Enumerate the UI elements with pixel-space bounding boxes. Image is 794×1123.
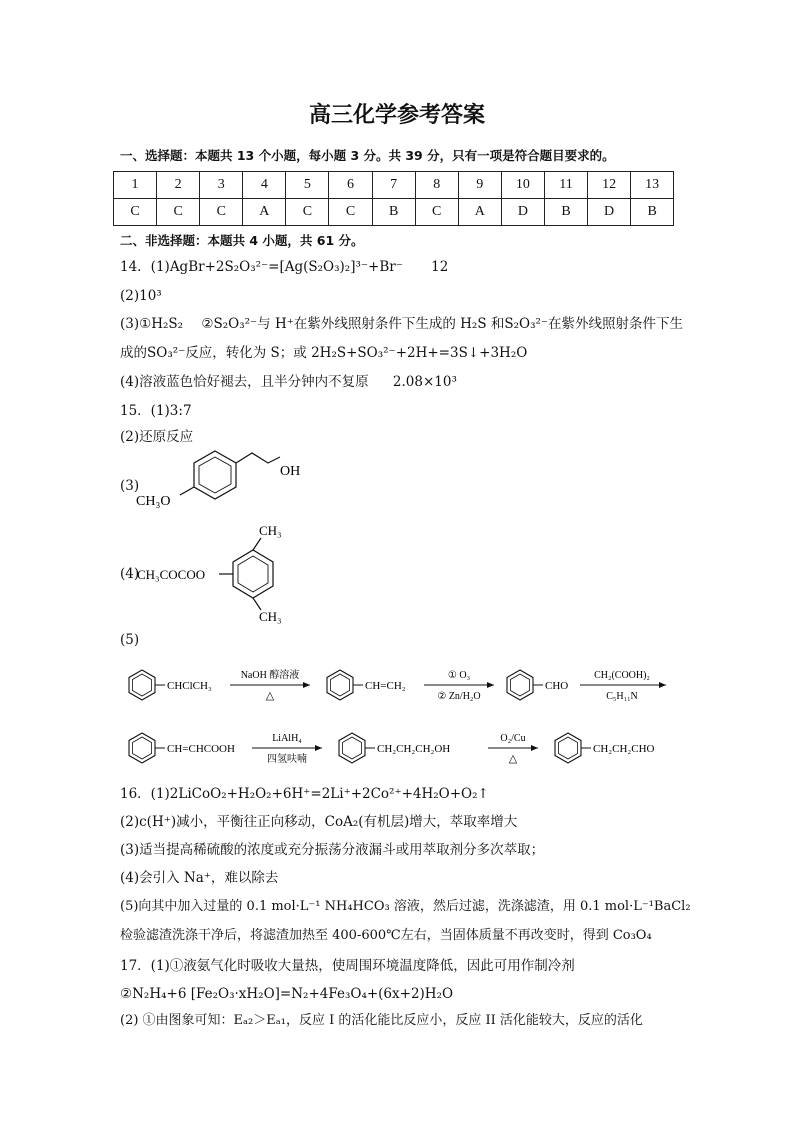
- answer-cell: D: [588, 199, 631, 226]
- q15-p4-methyl-top: CH₃: [259, 523, 282, 538]
- q14-part3-a: ①H₂S₂: [139, 316, 184, 332]
- q16-part4: (4)会引入 Na⁺，难以除去: [120, 870, 279, 886]
- question-number-cell: 5: [286, 172, 329, 199]
- answer-cell: C: [415, 199, 458, 226]
- q17-part3: (2) ①由图象可知：Eₐ₂＞Eₐ₁，反应 I 的活化能比反应小，反应 II 活化能较大，反应的活化: [120, 1013, 643, 1028]
- question-number-cell: 9: [458, 172, 501, 199]
- q15-part4-label: (4): [120, 566, 140, 582]
- answer-cell: A: [458, 199, 501, 226]
- q15-p3-oh-label: OH: [280, 464, 301, 479]
- answer-cell: B: [631, 199, 674, 226]
- route-cond-2-top: ① O₃: [447, 670, 471, 681]
- q15-part3-label: (3): [120, 478, 140, 494]
- q14-part4-value: 2.08×10³: [392, 374, 457, 390]
- benzene-ring-5: [339, 733, 365, 763]
- section-one-heading: 一、选择题：本题共 13 个小题，每小题 3 分。共 39 分，只有一项是符合题目要求的。: [120, 148, 615, 163]
- q14-part3-cont: 成的SO₃²⁻反应，转化为 S；或 2H₂S+SO₃²⁻+2H+=3S↓+3H₂O: [120, 345, 528, 361]
- route-cond-1-bottom: △: [265, 690, 275, 702]
- synthesis-route: [110, 655, 680, 775]
- q16-part3: (3)适当提高稀硫酸的浓度或充分振荡分液漏斗或用萃取剂分多次萃取；: [120, 842, 545, 858]
- route-compound-3: CHO: [545, 680, 569, 692]
- answer-cell: D: [501, 199, 544, 226]
- question-number-cell: 8: [415, 172, 458, 199]
- route-cond-2-bottom: ② Zn/H₂O: [437, 691, 481, 702]
- q14-part3-label: (3): [120, 316, 140, 332]
- q14-part4-text: (4)溶液蓝色恰好褪去，且半分钟内不复原: [120, 374, 369, 390]
- benzene-ring-6: [555, 733, 581, 763]
- answer-table-answer-row: [114, 199, 674, 226]
- q15-part1: 15．(1)3:7: [120, 403, 192, 419]
- route-compound-2: CH=CH₂: [365, 680, 406, 692]
- answer-cell: C: [329, 199, 372, 226]
- question-number-cell: 7: [372, 172, 415, 199]
- q17-part2: ②N₂H₄+6 [Fe₂O₃·xH₂O]=N₂+4Fe₃O₄+(6x+2)H₂O: [120, 986, 454, 1002]
- question-number-cell: 10: [501, 172, 544, 199]
- benzene-ring-4: [129, 733, 155, 763]
- route-compound-6: CH₂CH₂CHO: [593, 743, 655, 755]
- q14-equation: AgBr+2S₂O₃²⁻=[Ag(S₂O₃)₂]³⁻+Br⁻: [169, 259, 403, 275]
- answer-cell: C: [157, 199, 200, 226]
- q15-p4-methyl-bottom: CH₃: [259, 609, 282, 624]
- answer-cell: B: [544, 199, 587, 226]
- question-number-cell: 6: [329, 172, 372, 199]
- q17-part1: 17．(1)①液氨气化时吸收大量热，使周围环境温度降低，因此可用作制冷剂: [120, 958, 575, 974]
- q14-part1: [120, 259, 448, 275]
- q16-part5b: 检验滤渣洗涤干净后，将滤渣加热至 400-600℃左右，当固体质量不再改变时，得到 Co₃O₄: [120, 928, 652, 943]
- q15-part4-structure: [135, 522, 315, 627]
- answer-cell: B: [372, 199, 415, 226]
- route-cond-5-bottom: △: [508, 753, 518, 765]
- benzene-ring-3: [507, 670, 533, 700]
- q15-p4-ester-label: CH₃COCOO: [137, 567, 206, 582]
- answer-table: [113, 171, 674, 226]
- route-cond-1-top: NaOH 醇溶液: [240, 670, 300, 681]
- route-cond-3-bottom: C₅H₁₁N: [606, 691, 638, 702]
- question-number-cell: 11: [544, 172, 587, 199]
- q14-part3: [120, 316, 683, 332]
- q15-part2: (2)还原反应: [120, 429, 194, 445]
- q15-p3-methoxy-label: CH₃O: [136, 494, 171, 509]
- route-compound-5: CH₂CH₂CH₂OH: [377, 743, 451, 755]
- answer-cell: A: [243, 199, 286, 226]
- answer-cell: C: [200, 199, 243, 226]
- q16-part2: (2)c(H⁺)减小，平衡往正向移动，CoA₂(有机层)增大，萃取率增大: [120, 814, 518, 830]
- question-number-cell: 2: [157, 172, 200, 199]
- question-number-cell: 1: [114, 172, 157, 199]
- q15-part5-label: (5): [120, 632, 140, 648]
- answer-table-number-row: [114, 172, 674, 199]
- q14-part2: (2)10³: [120, 288, 162, 304]
- q16-part5a: (5)向其中加入过量的 0.1 mol·L⁻¹ NH₄HCO₃ 溶液，然后过滤，洗涤滤渣，用 0.1 mol·L⁻¹BaCl₂: [120, 899, 691, 914]
- page-title: 高三化学参考答案: [308, 103, 485, 128]
- benzene-ring-2: [327, 670, 353, 700]
- q15-part3-structure: [130, 448, 310, 518]
- benzene-ring-1: [129, 670, 155, 700]
- question-number-cell: 3: [200, 172, 243, 199]
- route-compound-1: CHClCH₃: [167, 680, 212, 692]
- q14-label: 14．(1): [120, 259, 170, 275]
- route-compound-4: CH=CHCOOH: [167, 743, 235, 755]
- route-cond-4-bottom: 四氢呋喃: [267, 754, 307, 765]
- route-cond-3-top: CH₂(COOH)₂: [594, 670, 650, 681]
- question-number-cell: 4: [243, 172, 286, 199]
- route-cond-5-top: O₂/Cu: [500, 733, 526, 744]
- route-cond-4-top: LiAlH₄: [272, 733, 302, 744]
- question-number-cell: 13: [631, 172, 674, 199]
- answer-cell: C: [114, 199, 157, 226]
- section-two-heading: 二、非选择题：本题共 4 小题，共 61 分。: [120, 233, 364, 248]
- q14-value: 12: [431, 259, 449, 275]
- answer-cell: C: [286, 199, 329, 226]
- q14-part3-b: ②S₂O₃²⁻与 H⁺在紫外线照射条件下生成的 H₂S 和S₂O₃²⁻在紫外线照射条件下生: [201, 316, 684, 332]
- question-number-cell: 12: [588, 172, 631, 199]
- q16-part1: 16．(1)2LiCoO₂+H₂O₂+6H⁺=2Li⁺+2Co²⁺+4H₂O+O₂↑: [120, 786, 489, 802]
- q14-part4: [120, 374, 457, 390]
